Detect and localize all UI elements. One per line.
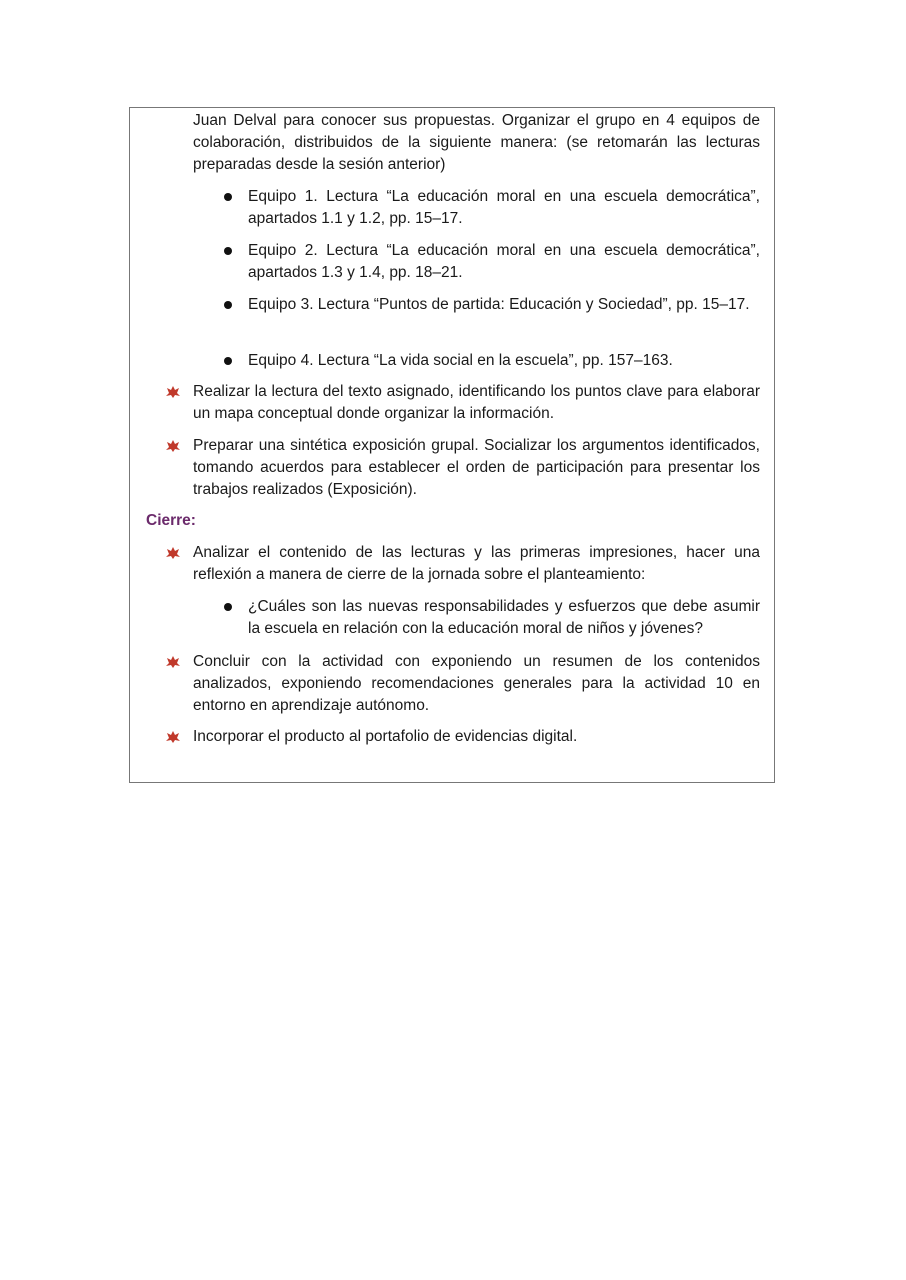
- team-item: Equipo 1. Lectura “La educación moral en una escuela democrática”, apartados 1.1 y 1.2, pp. 15–17.: [248, 188, 760, 227]
- bullet-dot: [224, 247, 232, 255]
- flower-bullet-icon: [165, 655, 181, 669]
- closing-item: Concluir con la actividad con exponiendo un resumen de los contenidos analizados, exponiendo recomendaciones generales para la actividad 10 en entorno en aprendizaje autónomo.: [193, 653, 760, 714]
- flower-bullet-icon: [165, 546, 181, 560]
- activity-item: Preparar una sintética exposición grupal. Socializar los argumentos identificados, tomando acuerdos para establecer el orden de participación para presentar los trabajos realizados (Exposición).: [193, 437, 760, 498]
- team-item: Equipo 4. Lectura “La vida social en la escuela”, pp. 157–163.: [248, 352, 673, 369]
- closing-item: Analizar el contenido de las lecturas y las primeras impresiones, hacer una reflexión a manera de cierre de la jornada sobre el planteamiento:: [193, 544, 760, 583]
- team-item: Equipo 2. Lectura “La educación moral en una escuela democrática”, apartados 1.3 y 1.4, pp. 18–21.: [248, 242, 760, 281]
- closing-item: Incorporar el producto al portafolio de evidencias digital.: [193, 728, 578, 745]
- bullet-dot: [224, 301, 232, 309]
- bullet-dot: [224, 603, 232, 611]
- activity-item: Realizar la lectura del texto asignado, identificando los puntos clave para elaborar un mapa conceptual donde organizar la información.: [193, 383, 760, 422]
- intro-paragraph: Juan Delval para conocer sus propuestas. Organizar el grupo en 4 equipos de colaboración, distribuidos de la siguiente manera: (se retomarán las lecturas preparadas desde la sesión anterior): [193, 112, 760, 173]
- bullet-dot: [224, 193, 232, 201]
- closing-heading: Cierre:: [146, 512, 196, 529]
- bullet-dot: [224, 357, 232, 365]
- flower-bullet-icon: [165, 730, 181, 744]
- team-item: Equipo 3. Lectura “Puntos de partida: Educación y Sociedad”, pp. 15–17.: [248, 296, 750, 313]
- flower-bullet-icon: [165, 385, 181, 399]
- closing-question: ¿Cuáles son las nuevas responsabilidades y esfuerzos que debe asumir la escuela en relación con la educación moral de niños y jóvenes?: [248, 598, 760, 637]
- flower-bullet-icon: [165, 439, 181, 453]
